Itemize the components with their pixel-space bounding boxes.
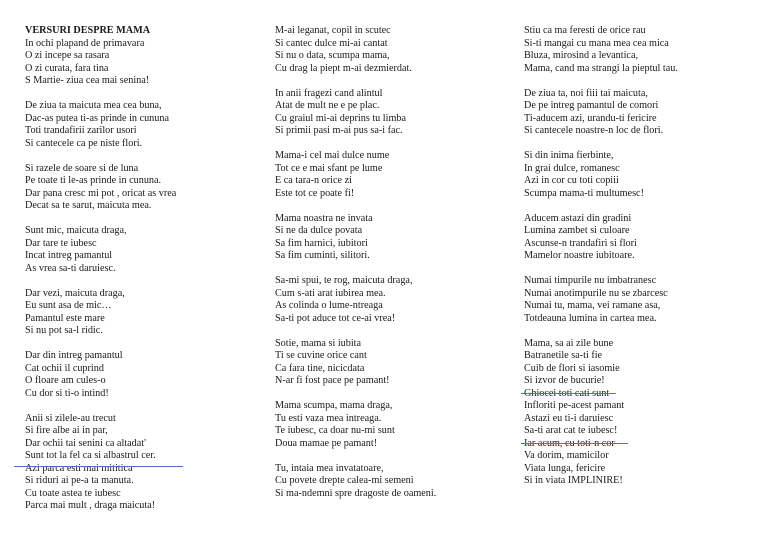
- stanza: [275, 213, 510, 263]
- poem-line: Pe toate ti le-as prinde in cununa.: [25, 175, 162, 186]
- poem-line: De pe intreg pamantul de comori: [524, 100, 659, 111]
- stanza: [275, 400, 510, 450]
- poem-line: Totdeauna lumina in cartea mea.: [524, 312, 657, 324]
- poem-line: Si nu o data, scumpa mama,: [275, 50, 390, 61]
- separator-line-left: [14, 466, 183, 467]
- stanza: [25, 100, 255, 150]
- poem-line: Sa fim cuminti, silitori.: [275, 250, 370, 261]
- poem-line: Cu drag la piept m-ai dezmierdat.: [275, 62, 412, 74]
- poem-line: Ghiocei toti cati sunt: [524, 387, 610, 399]
- stanza: [524, 275, 759, 325]
- poem-line: Numai tu, mama, vei ramane asa,: [524, 300, 661, 311]
- stanza: [524, 150, 759, 200]
- poem-line: De ziua ta, noi fiii tai maicuta,: [524, 87, 648, 99]
- poem-line: Mama scumpa, mama draga,: [275, 400, 393, 411]
- poem-line: Si primii pasi m-ai pus sa-i fac.: [275, 125, 403, 136]
- poem-line: Mamelor noastre iubitoare.: [524, 250, 635, 261]
- poem-line: E ca tara-n orice zi: [275, 175, 352, 186]
- poem-line: In grai dulce, romanesc: [524, 162, 620, 174]
- poem-line: Si din inima fierbinte,: [524, 150, 614, 161]
- stanza: [25, 288, 255, 338]
- poem-line: Sa-ti pot aduce tot ce-ai vrea!: [275, 312, 396, 324]
- poem-line: O zi curata, fara tina: [25, 62, 109, 74]
- poem-line: Dar pana cresc mi pot , oricat as vrea: [25, 187, 177, 199]
- poem-line: Ti se cuvine orice cant: [275, 350, 367, 361]
- poem-line: Este tot ce poate fi!: [275, 187, 355, 199]
- poem-line: Pamantul este mare: [25, 312, 105, 324]
- poem-line: In ochi plapand de primavara: [25, 37, 145, 49]
- poem-line: Parca mai mult , draga maicuta!: [25, 500, 156, 511]
- poem-line: Si riduri ai pe-a ta manuta.: [25, 475, 134, 486]
- poem-line: Ca fara tine, nicicdata: [275, 362, 365, 374]
- poem-line: Eu sunt asa de mic…: [25, 300, 112, 311]
- poem-line: As colinda o lume-ntreaga: [275, 300, 383, 311]
- poem-line: Anii si zilele-au trecut: [25, 412, 116, 424]
- poem-line: Sa fim harnici, iubitori: [275, 237, 368, 249]
- poem-line: Tot ce e mai sfant pe lume: [275, 162, 383, 174]
- poem-line: Sunt tot la fel ca si albastrul cer.: [25, 450, 156, 461]
- poem-line: Dar tare te iubesc: [25, 237, 97, 249]
- poem-line: Cat ochii il cuprind: [25, 362, 104, 374]
- poem-line: Ti-aducem azi, urandu-ti fericire: [524, 112, 657, 124]
- poem-line: Te iubesc, ca doar nu-mi sunt: [275, 425, 395, 436]
- poem-line: Tu esti vaza mea intreaga.: [275, 412, 382, 424]
- poem-line: Si in viata IMPLINIRE!: [524, 475, 623, 486]
- poem-line: Cuib de flori si iasomie: [524, 362, 620, 374]
- poem-line: Dar ochii tai senini ca altadat': [25, 437, 146, 449]
- stanza: [25, 163, 255, 213]
- stanza: [524, 213, 759, 263]
- poem-column-3: [524, 25, 759, 500]
- poem-line: Cu povete drepte calea-mi semeni: [275, 475, 414, 486]
- poem-line: Mama-i cel mai dulce nume: [275, 150, 390, 161]
- title-stanza: [25, 25, 255, 88]
- poem-line: N-ar fi fost pace pe pamant!: [275, 375, 390, 386]
- poem-line: Mama, sa ai zile bune: [524, 337, 614, 349]
- poem-line: Dar vezi, maicuta draga,: [25, 287, 125, 299]
- poem-line: Bluza, mirosind a levantica,: [524, 50, 639, 61]
- poem-line: Si ne da dulce povata: [275, 225, 363, 236]
- poem-line: Si ma-ndemni spre dragoste de oameni.: [275, 487, 437, 499]
- poem-line: Azi in cor cu toti copiii: [524, 175, 619, 186]
- poem-line: Scumpa mama-ti multumesc!: [524, 187, 644, 199]
- poem-line: Mama, cand ma strangi la pieptul tau.: [524, 62, 678, 74]
- stanza: [524, 338, 759, 488]
- separator-line-right-1: [521, 393, 616, 394]
- poem-line: De ziua ta maicuta mea cea buna,: [25, 100, 162, 111]
- separator-line-right-2: [521, 443, 628, 444]
- poem-line: Cu toate astea te iubesc: [25, 487, 121, 499]
- stanza: [524, 25, 759, 75]
- poem-line: Cu graiul mi-ai deprins tu limba: [275, 112, 406, 124]
- poem-line: Si cantecele ca pe niste flori.: [25, 137, 143, 149]
- poem-line: Tu, intaia mea invatatoare,: [275, 462, 384, 474]
- poem-title: VERSURI DESPRE MAMA: [25, 25, 151, 36]
- stanza: [275, 338, 510, 388]
- poem-line: Si izvor de bucurie!: [524, 375, 605, 386]
- poem-line: Iar acum, cu toti-n cor: [524, 437, 615, 449]
- poem-line: In anii fragezi cand alintul: [275, 87, 383, 99]
- poem-line: Ascunse-n trandafiri si flori: [524, 237, 637, 249]
- stanza: [275, 463, 510, 501]
- stanza: [25, 413, 255, 513]
- poem-line: Astazi eu ti-i daruiesc: [524, 412, 614, 424]
- poem-line: As vrea sa-ti daruiesc.: [25, 262, 116, 274]
- poem-line: Atat de mult ne e pe plac.: [275, 100, 380, 111]
- poem-line: O floare am cules-o: [25, 375, 106, 386]
- poem-line: Si razele de soare si de luna: [25, 162, 139, 174]
- stanza: [25, 225, 255, 275]
- poem-line: M-ai leganat, copil in scutec: [275, 25, 391, 36]
- poem-line: Aducem astazi din gradini: [524, 212, 632, 224]
- poem-line: Viata lunga, fericire: [524, 462, 606, 474]
- poem-line: Si nu pot sa-l ridic.: [25, 325, 103, 336]
- stanza: [275, 150, 510, 200]
- poem-line: Si cantecele noastre-n loc de flori.: [524, 125, 664, 136]
- poem-line: Decat sa te sarut, maicuta mea.: [25, 200, 152, 211]
- poem-line: Numai anotimpurile nu se zbarcesc: [524, 287, 668, 299]
- poem-line: Azi parca esti mai mititica: [25, 462, 133, 474]
- poem-line: Mama noastra ne invata: [275, 212, 373, 224]
- poem-line: Cu dor si ti-o intind!: [25, 387, 109, 399]
- poem-line: Cum s-ati arat iubirea mea.: [275, 287, 386, 299]
- poem-line: Numai timpurile nu imbatranesc: [524, 275, 657, 286]
- poem-line: Sa-mi spui, te rog, maicuta draga,: [275, 275, 413, 286]
- poem-line: Incat intreg pamantul: [25, 250, 113, 261]
- stanza: [275, 88, 510, 138]
- poem-line: Si cantec dulce mi-ai cantat: [275, 37, 388, 49]
- stanza: [275, 275, 510, 325]
- poem-line: Va dorim, mamicilor: [524, 450, 609, 461]
- stanza: [275, 25, 510, 75]
- stanza: [25, 350, 255, 400]
- poem-column-2: [275, 25, 510, 513]
- poem-line: Sunt mic, maicuta draga,: [25, 225, 127, 236]
- poem-line: Dar din intreg pamantul: [25, 350, 123, 361]
- poem-line: Batranetile sa-ti fie: [524, 350, 603, 361]
- poem-line: O zi incepe sa rasara: [25, 50, 110, 61]
- poem-line: Dac-as putea ti-as prinde in cununa: [25, 112, 169, 124]
- poem-line: Infloriti pe-acest pamant: [524, 400, 625, 411]
- poem-line: S Martie- ziua cea mai senina!: [25, 75, 150, 86]
- poem-line: Stiu ca ma feresti de orice rau: [524, 25, 646, 36]
- poem-line: Sa-ti arat cat te iubesc!: [524, 425, 618, 436]
- poem-line: Doua mamae pe pamant!: [275, 437, 378, 449]
- poem-line: Lumina zambet si culoare: [524, 225, 630, 236]
- poem-line: Sotie, mama si iubita: [275, 337, 362, 349]
- stanza: [524, 88, 759, 138]
- poem-column-1: [25, 25, 255, 525]
- poem-line: Si fire albe ai in par,: [25, 425, 108, 436]
- poem-line: Si-ti mangai cu mana mea cea mica: [524, 37, 669, 49]
- poem-line: Toti trandafirii zarilor usori: [25, 125, 137, 136]
